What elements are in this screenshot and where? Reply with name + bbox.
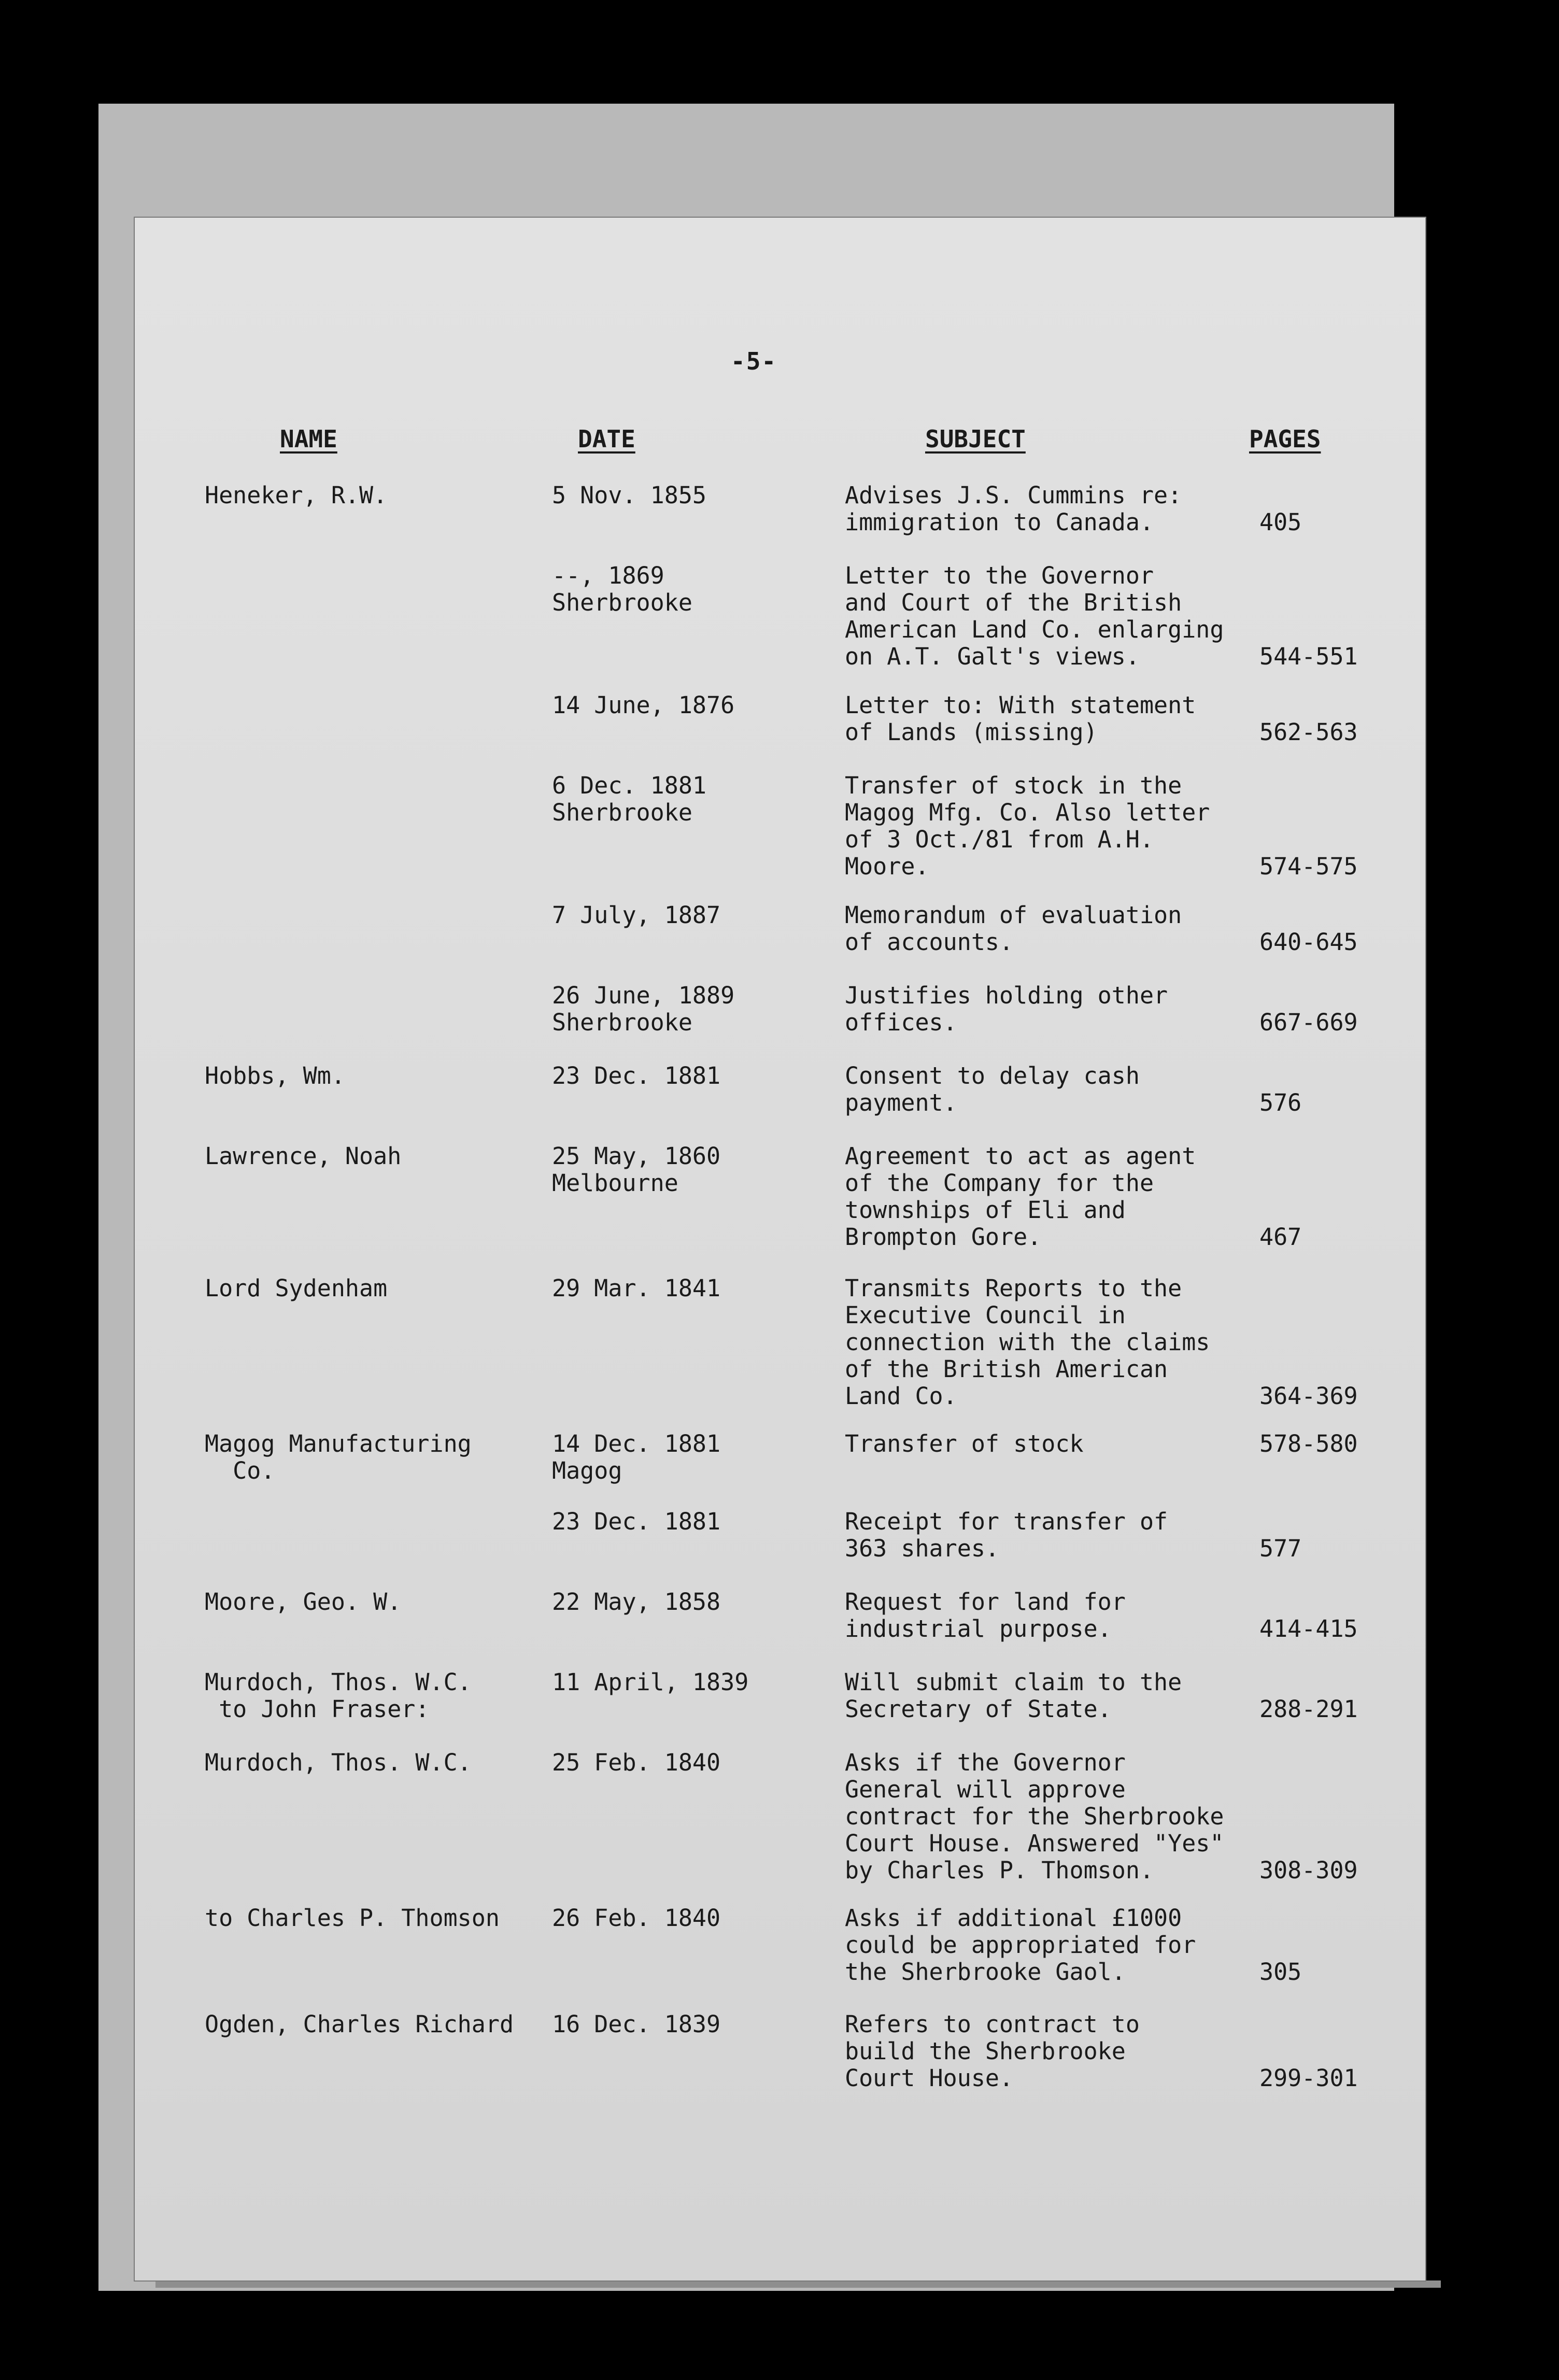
row-subject: Consent to delay cash payment. xyxy=(845,1062,1140,1116)
row-date: 26 Feb. 1840 xyxy=(552,1904,721,1932)
row-subject: Transmits Reports to the Executive Council in connection with the claims of the British American Land Co. xyxy=(845,1274,1210,1410)
header-name: NAME xyxy=(280,425,337,453)
row-subject: Letter to: With statement of Lands (missing) xyxy=(845,691,1196,746)
row-pages: 574-575 xyxy=(1259,853,1358,880)
row-pages: 640-645 xyxy=(1259,928,1358,956)
row-subject: Asks if the Governor General will approve contract for the Sherbrooke Court House. Answered "Yes" by Charles P. Thomson. xyxy=(845,1749,1224,1884)
row-subject: Advises J.S. Cummins re: immigration to Canada. xyxy=(845,481,1182,536)
row-name: Lord Sydenham xyxy=(205,1274,388,1302)
row-subject: Request for land for industrial purpose. xyxy=(845,1588,1126,1642)
row-date: 14 June, 1876 xyxy=(552,691,735,719)
row-name: Magog Manufacturing Co. xyxy=(205,1430,472,1484)
row-pages: 667-669 xyxy=(1259,1009,1358,1036)
page-edge-shadow xyxy=(155,2280,1441,2288)
row-date: 29 Mar. 1841 xyxy=(552,1274,721,1302)
page-number: -5- xyxy=(731,347,777,375)
row-name: Moore, Geo. W. xyxy=(205,1588,402,1616)
row-subject: Letter to the Governor and Court of the British American Land Co. enlarging on A.T. Galt's views. xyxy=(845,562,1224,670)
row-pages: 577 xyxy=(1259,1535,1302,1562)
row-subject: Receipt for transfer of 363 shares. xyxy=(845,1508,1168,1562)
row-date: 23 Dec. 1881 xyxy=(552,1508,721,1535)
row-pages: 299-301 xyxy=(1259,2064,1358,2092)
row-date: 11 April, 1839 xyxy=(552,1668,749,1696)
row-pages: 405 xyxy=(1259,508,1302,536)
row-subject: Transfer of stock in the Magog Mfg. Co. Also letter of 3 Oct./81 from A.H. Moore. xyxy=(845,772,1210,880)
row-pages: 467 xyxy=(1259,1223,1302,1251)
row-pages: 364-369 xyxy=(1259,1382,1358,1410)
row-pages: 288-291 xyxy=(1259,1695,1358,1723)
row-name: Hobbs, Wm. xyxy=(205,1062,345,1089)
row-pages: 562-563 xyxy=(1259,718,1358,746)
row-name: Murdoch, Thos. W.C. xyxy=(205,1749,472,1776)
row-subject: Justifies holding other offices. xyxy=(845,982,1168,1036)
row-date: 25 Feb. 1840 xyxy=(552,1749,721,1776)
row-subject: Refers to contract to build the Sherbrooke Court House. xyxy=(845,2010,1140,2092)
row-subject: Will submit claim to the Secretary of State. xyxy=(845,1668,1182,1723)
row-date: 5 Nov. 1855 xyxy=(552,481,707,509)
row-date: 26 June, 1889 Sherbrooke xyxy=(552,982,735,1036)
row-date: 6 Dec. 1881 Sherbrooke xyxy=(552,772,707,826)
row-subject: Agreement to act as agent of the Company for the townships of Eli and Brompton Gore. xyxy=(845,1142,1196,1251)
row-date: 7 July, 1887 xyxy=(552,901,721,929)
header-date: DATE xyxy=(578,425,635,453)
row-date: 23 Dec. 1881 xyxy=(552,1062,721,1089)
row-subject: Memorandum of evaluation of accounts. xyxy=(845,901,1182,956)
row-date: --, 1869 Sherbrooke xyxy=(552,562,692,616)
row-subject: Transfer of stock xyxy=(845,1430,1084,1457)
document-page xyxy=(135,218,1425,2280)
row-pages: 544-551 xyxy=(1259,643,1358,670)
header-subject: SUBJECT xyxy=(925,425,1026,453)
row-pages: 414-415 xyxy=(1259,1615,1358,1642)
row-pages: 578-580 xyxy=(1259,1430,1358,1457)
row-pages: 308-309 xyxy=(1259,1857,1358,1884)
row-date: 14 Dec. 1881 Magog xyxy=(552,1430,721,1484)
row-name: Lawrence, Noah xyxy=(205,1142,402,1170)
row-pages: 576 xyxy=(1259,1089,1302,1116)
row-name: Ogden, Charles Richard xyxy=(205,2010,514,2038)
row-name: Heneker, R.W. xyxy=(205,481,388,509)
row-date: 16 Dec. 1839 xyxy=(552,2010,721,2038)
row-name: Murdoch, Thos. W.C. to John Fraser: xyxy=(205,1668,472,1723)
row-subject: Asks if additional £1000 could be appropriated for the Sherbrooke Gaol. xyxy=(845,1904,1196,1986)
header-pages: PAGES xyxy=(1249,425,1321,453)
row-date: 25 May, 1860 Melbourne xyxy=(552,1142,721,1197)
row-date: 22 May, 1858 xyxy=(552,1588,721,1616)
row-name: to Charles P. Thomson xyxy=(205,1904,500,1932)
row-pages: 305 xyxy=(1259,1958,1302,1986)
